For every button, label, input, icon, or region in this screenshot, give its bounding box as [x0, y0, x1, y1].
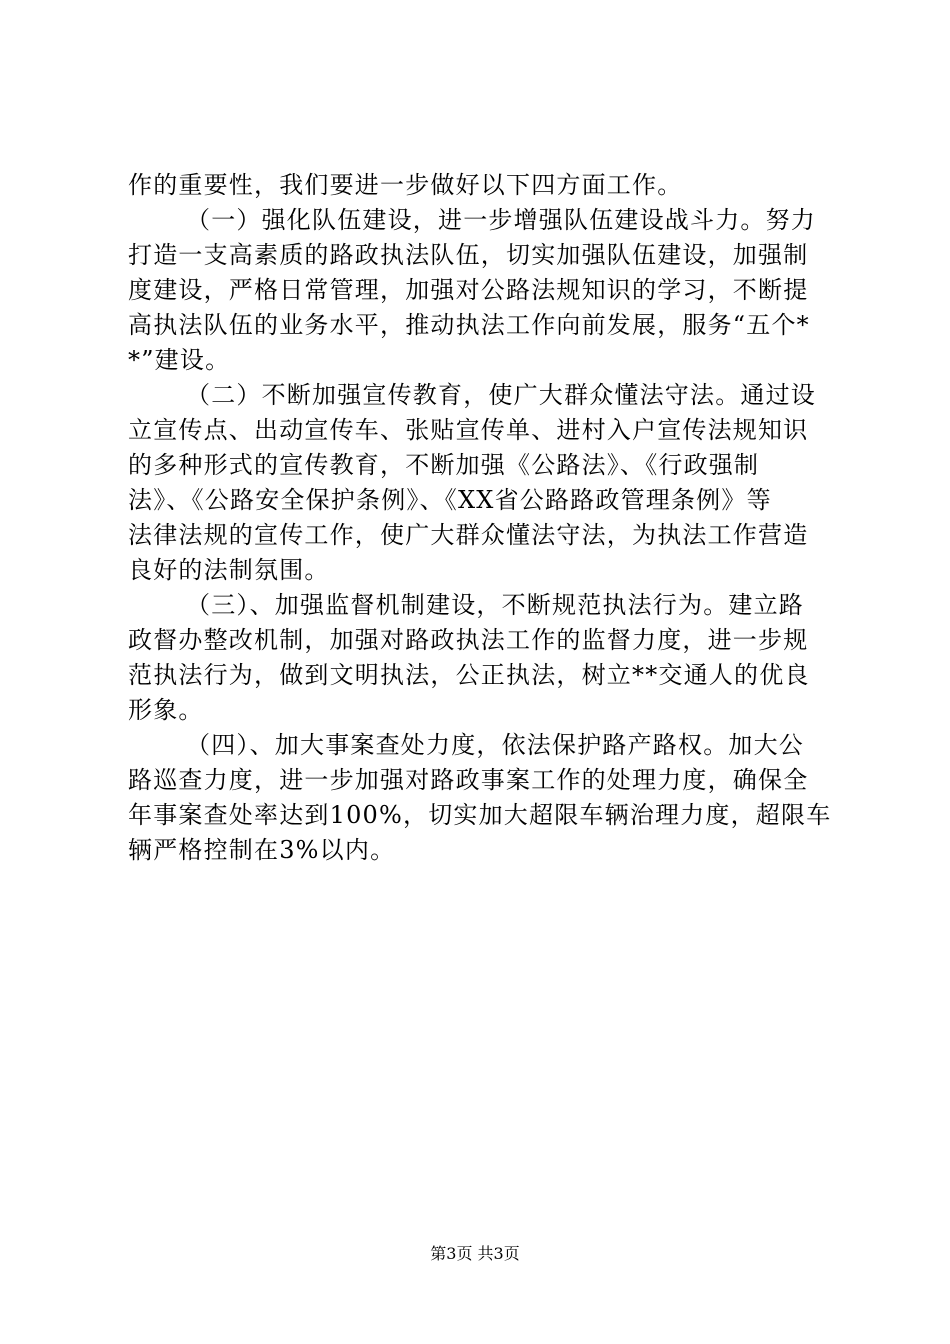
- paragraph-1-start: （一）强化队伍建设，进一步增强队伍建设战斗力。努力: [186, 206, 816, 234]
- paragraph-3-start: （三）、加强监督机制建设，不断规范执法行为。建立路: [186, 591, 804, 619]
- text-line: 良好的法制氛围。: [128, 556, 330, 584]
- paragraph-4-start: （四）、加大事案查处力度，依法保护路产路权。加大公: [186, 731, 804, 759]
- text-line: 法律法规的宣传工作，使广大群众懂法守法，为执法工作营造: [128, 521, 809, 549]
- text-line: 度建设，严格日常管理，加强对公路法规知识的学习，不断提: [128, 276, 809, 304]
- page-number-footer: 第3页 共3页: [430, 1244, 520, 1263]
- text-line: 作的重要性，我们要进一步做好以下四方面工作。: [128, 171, 683, 199]
- text-line: 路巡查力度，进一步加强对路政事案工作的处理力度，确保全: [128, 766, 809, 794]
- document-body: [128, 168, 832, 868]
- text-line: 立宣传点、出动宣传车、张贴宣传单、进村入户宣传法规知识: [128, 416, 809, 444]
- text-line: 政督办整改机制，加强对路政执法工作的监督力度，进一步规: [128, 626, 809, 654]
- text-line: *”建设。: [128, 346, 231, 374]
- text-line: 辆严格控制在3%以内。: [128, 836, 396, 864]
- text-line: 打造一支高素质的路政执法队伍，切实加强队伍建设，加强制: [128, 241, 809, 269]
- text-line: 年事案查处率达到100%，切实加大超限车辆治理力度，超限车: [128, 801, 832, 829]
- text-line: 高执法队伍的业务水平，推动执法工作向前发展，服务“五个*: [128, 311, 810, 339]
- text-line: 的多种形式的宣传教育，不断加强《公路法》、《行政强制: [128, 451, 760, 479]
- paragraph-2-start: （二）不断加强宣传教育，使广大群众懂法守法。通过设: [186, 381, 816, 409]
- text-line: 范执法行为，做到文明执法，公正执法，树立**交通人的优良: [128, 661, 810, 689]
- text-line: 法》、《公路安全保护条例》、《XX省公路路政管理条例》等: [128, 486, 772, 514]
- text-line: 形象。: [128, 696, 204, 724]
